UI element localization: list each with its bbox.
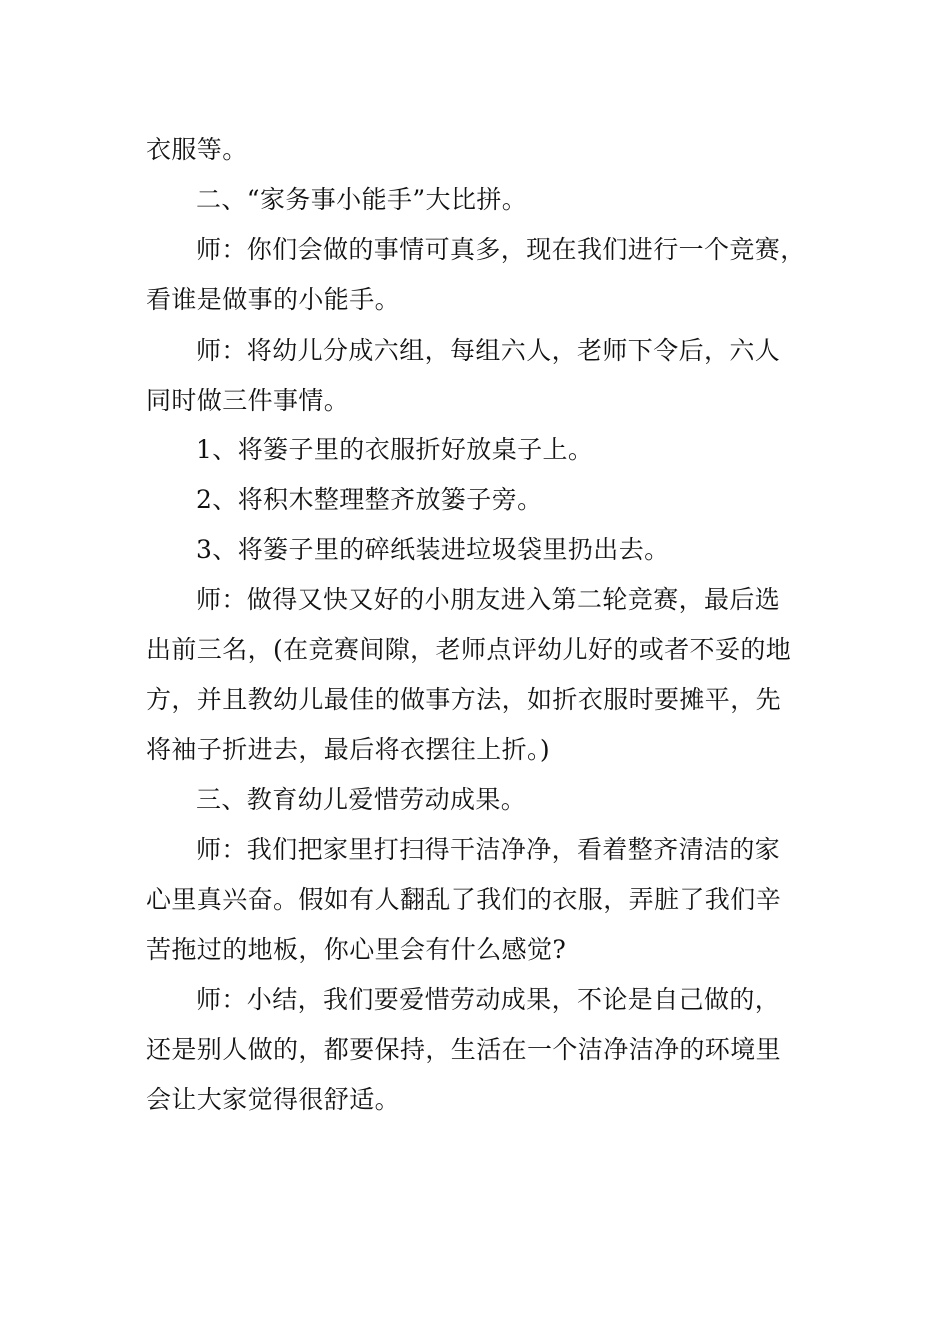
list-item: 2、将积木整理整齐放篓子旁。 (196, 485, 543, 514)
text-line: 衣服等。 (146, 135, 248, 164)
text-line: 师：做得又快又好的小朋友进入第二轮竞赛，最后选 (196, 585, 781, 614)
text-line: 会让大家觉得很舒适。 (146, 1085, 401, 1114)
list-item: 3、将篓子里的碎纸装进垃圾袋里扔出去。 (196, 535, 670, 564)
text-line: 看谁是做事的小能手。 (146, 285, 401, 314)
text-line: 师：我们把家里打扫得干洁净净，看着整齐清洁的家 (196, 835, 781, 864)
text-line: 师：你们会做的事情可真多，现在我们进行一个竞赛， (196, 235, 806, 264)
section-heading: 二、“家务事小能手”大比拼。 (196, 185, 528, 214)
text-line: 方，并且教幼儿最佳的做事方法，如折衣服时要摊平，先 (146, 685, 782, 714)
text-line: 心里真兴奋。假如有人翻乱了我们的衣服，弄脏了我们辛 (146, 885, 782, 914)
text-line: 将袖子折进去，最后将衣摆往上折。) (146, 735, 551, 764)
text-line: 师：将幼儿分成六组，每组六人，老师下令后，六人 (196, 336, 781, 365)
text-line: 出前三名，(在竞赛间隙，老师点评幼儿好的或者不妥的地 (146, 635, 792, 664)
list-item: 1、将篓子里的衣服折好放桌子上。 (196, 435, 594, 464)
text-line: 苦拖过的地板，你心里会有什么感觉? (146, 935, 567, 964)
text-line: 同时做三件事情。 (146, 386, 350, 415)
text-line: 还是别人做的，都要保持，生活在一个洁净洁净的环境里 (146, 1035, 782, 1064)
text-line: 师：小结，我们要爱惜劳动成果，不论是自己做的， (196, 985, 781, 1014)
section-heading: 三、教育幼儿爱惜劳动成果。 (196, 785, 527, 814)
